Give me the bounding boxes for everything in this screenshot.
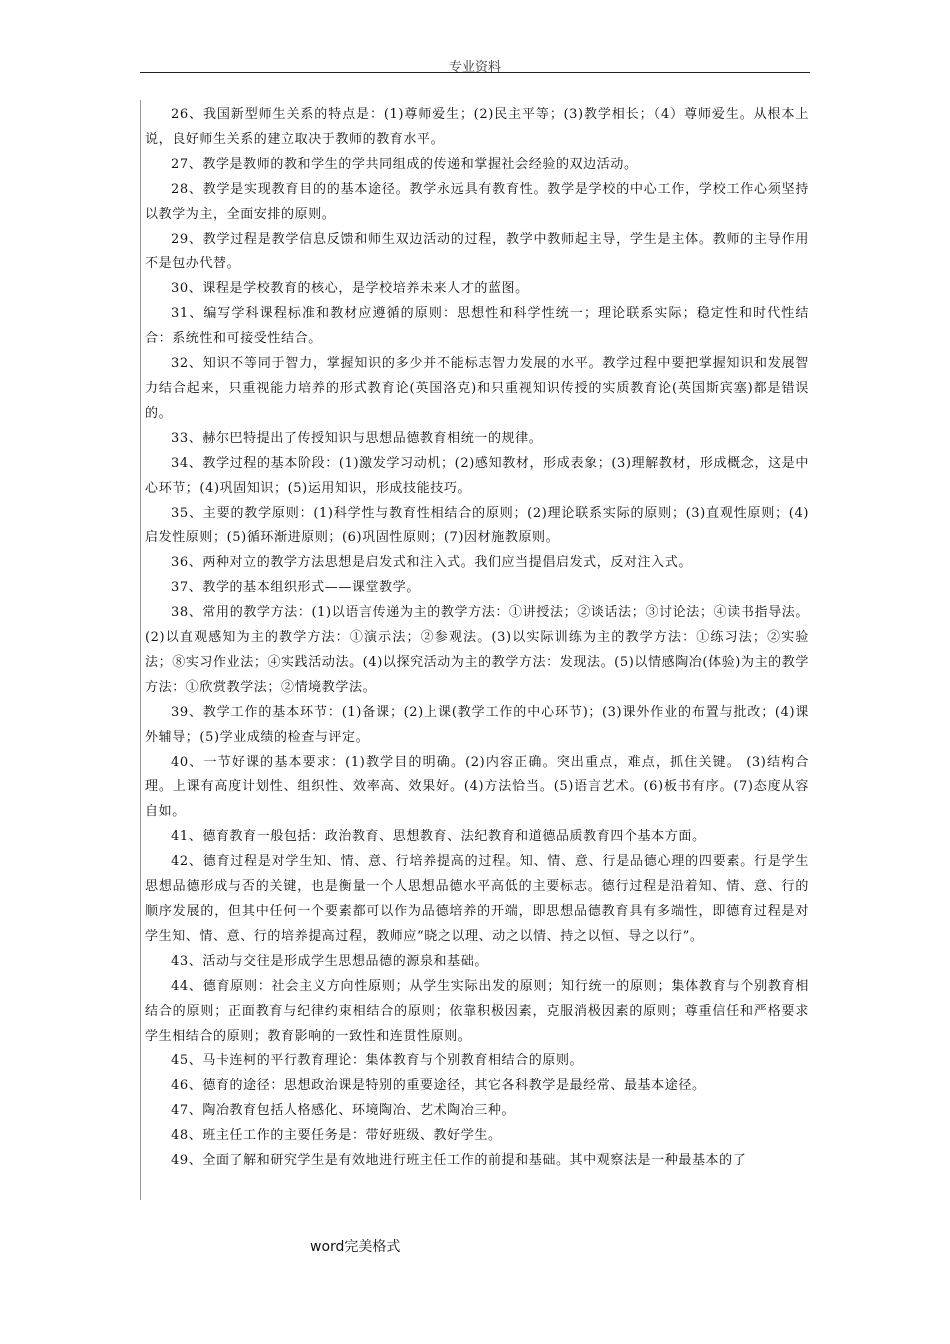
paragraph-46: 46、德育的途径：思想政治课是特别的重要途径，其它各科教学是最经常、最基本途径。 xyxy=(171,1078,706,1094)
paragraph-33: 33、赫尔巴特提出了传授知识与思想品德教育相统一的规律。 xyxy=(171,430,543,446)
paragraph-49: 49、全面了解和研究学生是有效地进行班主任工作的前提和基础。其中观察法是一种最基本的了 xyxy=(171,1153,747,1169)
paragraph-43: 43、活动与交往是形成学生思想品德的源泉和基础。 xyxy=(171,953,488,969)
paragraph-42: 42、德育过程是对学生知、情、意、行培养提高的过程。知、情、意、行是品德心理的四要素。行是学生思想品德形成与否的关键，也是衡量一个人思想品德水平高低的主要标志。德行过程是沿着知、情、意、行的顺序发展的，但其中任何一个要素都可以作为品德培养的开端，即思想品德教育具有多端性，即德育过程是对学生知、情、意、行的培养提高过程，教师应“晓之以理、动之以情、持之以恒、导之以行”。 xyxy=(145,854,809,944)
paragraph-29: 29、教学过程是教学信息反馈和师生双边活动的过程，教学中教师起主导，学生是主体。教师的主导作用不是包办代替。 xyxy=(145,231,809,272)
paragraph-31: 31、编写学科课程标准和教材应遵循的原则：思想性和科学性统一；理论联系实际；稳定性和时代性结合：系统性和可接受性结合。 xyxy=(145,306,809,347)
paragraph-35: 35、主要的教学原则：(1)科学性与教育性相结合的原则；(2)理论联系实际的原则；(3)直观性原则；(4)启发性原则；(5)循环渐进原则；(6)巩固性原则；(7)因材施教原则。 xyxy=(145,505,809,546)
paragraph-41: 41、德育教育一般包括：政治教育、思想教育、法纪教育和道德品质教育四个基本方面。 xyxy=(171,829,706,845)
paragraph-37: 37、教学的基本组织形式——课堂教学。 xyxy=(171,580,420,596)
paragraph-36: 36、两种对立的教学方法思想是启发式和注入式。我们应当提倡启发式，反对注入式。 xyxy=(171,555,692,571)
paragraph-47: 47、陶冶教育包括人格感化、环境陶冶、艺术陶冶三种。 xyxy=(171,1103,516,1119)
header-rule xyxy=(140,72,810,73)
page-header: 专业资料 xyxy=(448,60,501,75)
paragraph-26: 26、我国新型师生关系的特点是：(1)尊师爱生；(2)民主平等；(3)教学相长；（4）尊师爱生。从根本上说，良好师生关系的建立取决于教师的教育水平。 xyxy=(145,107,809,147)
paragraph-38: 38、常用的教学方法：(1)以语言传递为主的教学方法：①讲授法；②谈话法；③讨论法；④读书指导法。(2)以直观感知为主的教学方法：①演示法；②参观法。(3)以实际训练为主的教学方法：①练习法；②实验法；⑧实习作业法；④实践活动法。(4)以探究活动为主的教学方法：发现法。(5)以情感陶冶(体验)为主的教学方法：①欣赏教学法；②情境教学法。 xyxy=(145,605,809,695)
paragraph-28: 28、教学是实现教育目的的基本途径。教学永远具有教育性。教学是学校的中心工作，学校工作心须坚持以教学为主，全面安排的原则。 xyxy=(145,181,809,222)
paragraph-34: 34、教学过程的基本阶段：(1)激发学习动机；(2)感知教材，形成表象；(3)理解教材，形成概念，这是中心环节；(4)巩固知识；(5)运用知识，形成技能技巧。 xyxy=(145,455,809,496)
document-body xyxy=(145,103,809,1174)
paragraph-27: 27、教学是教师的教和学生的学共同组成的传递和掌握社会经验的双边活动。 xyxy=(171,156,638,172)
paragraph-48: 48、班主任工作的主要任务是：带好班级、教好学生。 xyxy=(171,1128,502,1144)
margin-rule xyxy=(140,100,141,1200)
paragraph-40: 40、一节好课的基本要求：(1)教学目的明确。(2)内容正确。突出重点，难点，抓住关键。 (3)结构合理。上课有高度计划性、组织性、效率高、效果好。(4)方法恰当。(5)语言艺术。(6)板书有序。(7)态度从容自如。 xyxy=(145,754,809,820)
paragraph-32: 32、知识不等同于智力，掌握知识的多少并不能标志智力发展的水平。教学过程中要把掌握知识和发展智力结合起来，只重视能力培养的形式教育论(英国洛克)和只重视知识传授的实质教育论(英国斯宾塞)都是错误的。 xyxy=(145,356,809,421)
paragraph-45: 45、马卡连柯的平行教育理论：集体教育与个别教育相结合的原则。 xyxy=(171,1053,584,1069)
paragraph-44: 44、德育原则：社会主义方向性原则；从学生实际出发的原则；知行统一的原则；集体教育与个别教育相结合的原则；正面教育与纪律约束相结合的原则；依靠积极因素，克服消极因素的原则；尊重信任和严格要求学生相结合的原则；教育影响的一致性和连贯性原则。 xyxy=(145,978,809,1044)
paragraph-39: 39、教学工作的基本环节：(1)备课；(2)上课(教学工作的中心环节)；(3)课外作业的布置与批改；(4)课外辅导；(5)学业成绩的检查与评定。 xyxy=(145,704,809,745)
page-footer: word完美格式 xyxy=(310,1239,401,1255)
paragraph-30: 30、课程是学校教育的核心，是学校培养未来人才的蓝图。 xyxy=(171,281,529,297)
